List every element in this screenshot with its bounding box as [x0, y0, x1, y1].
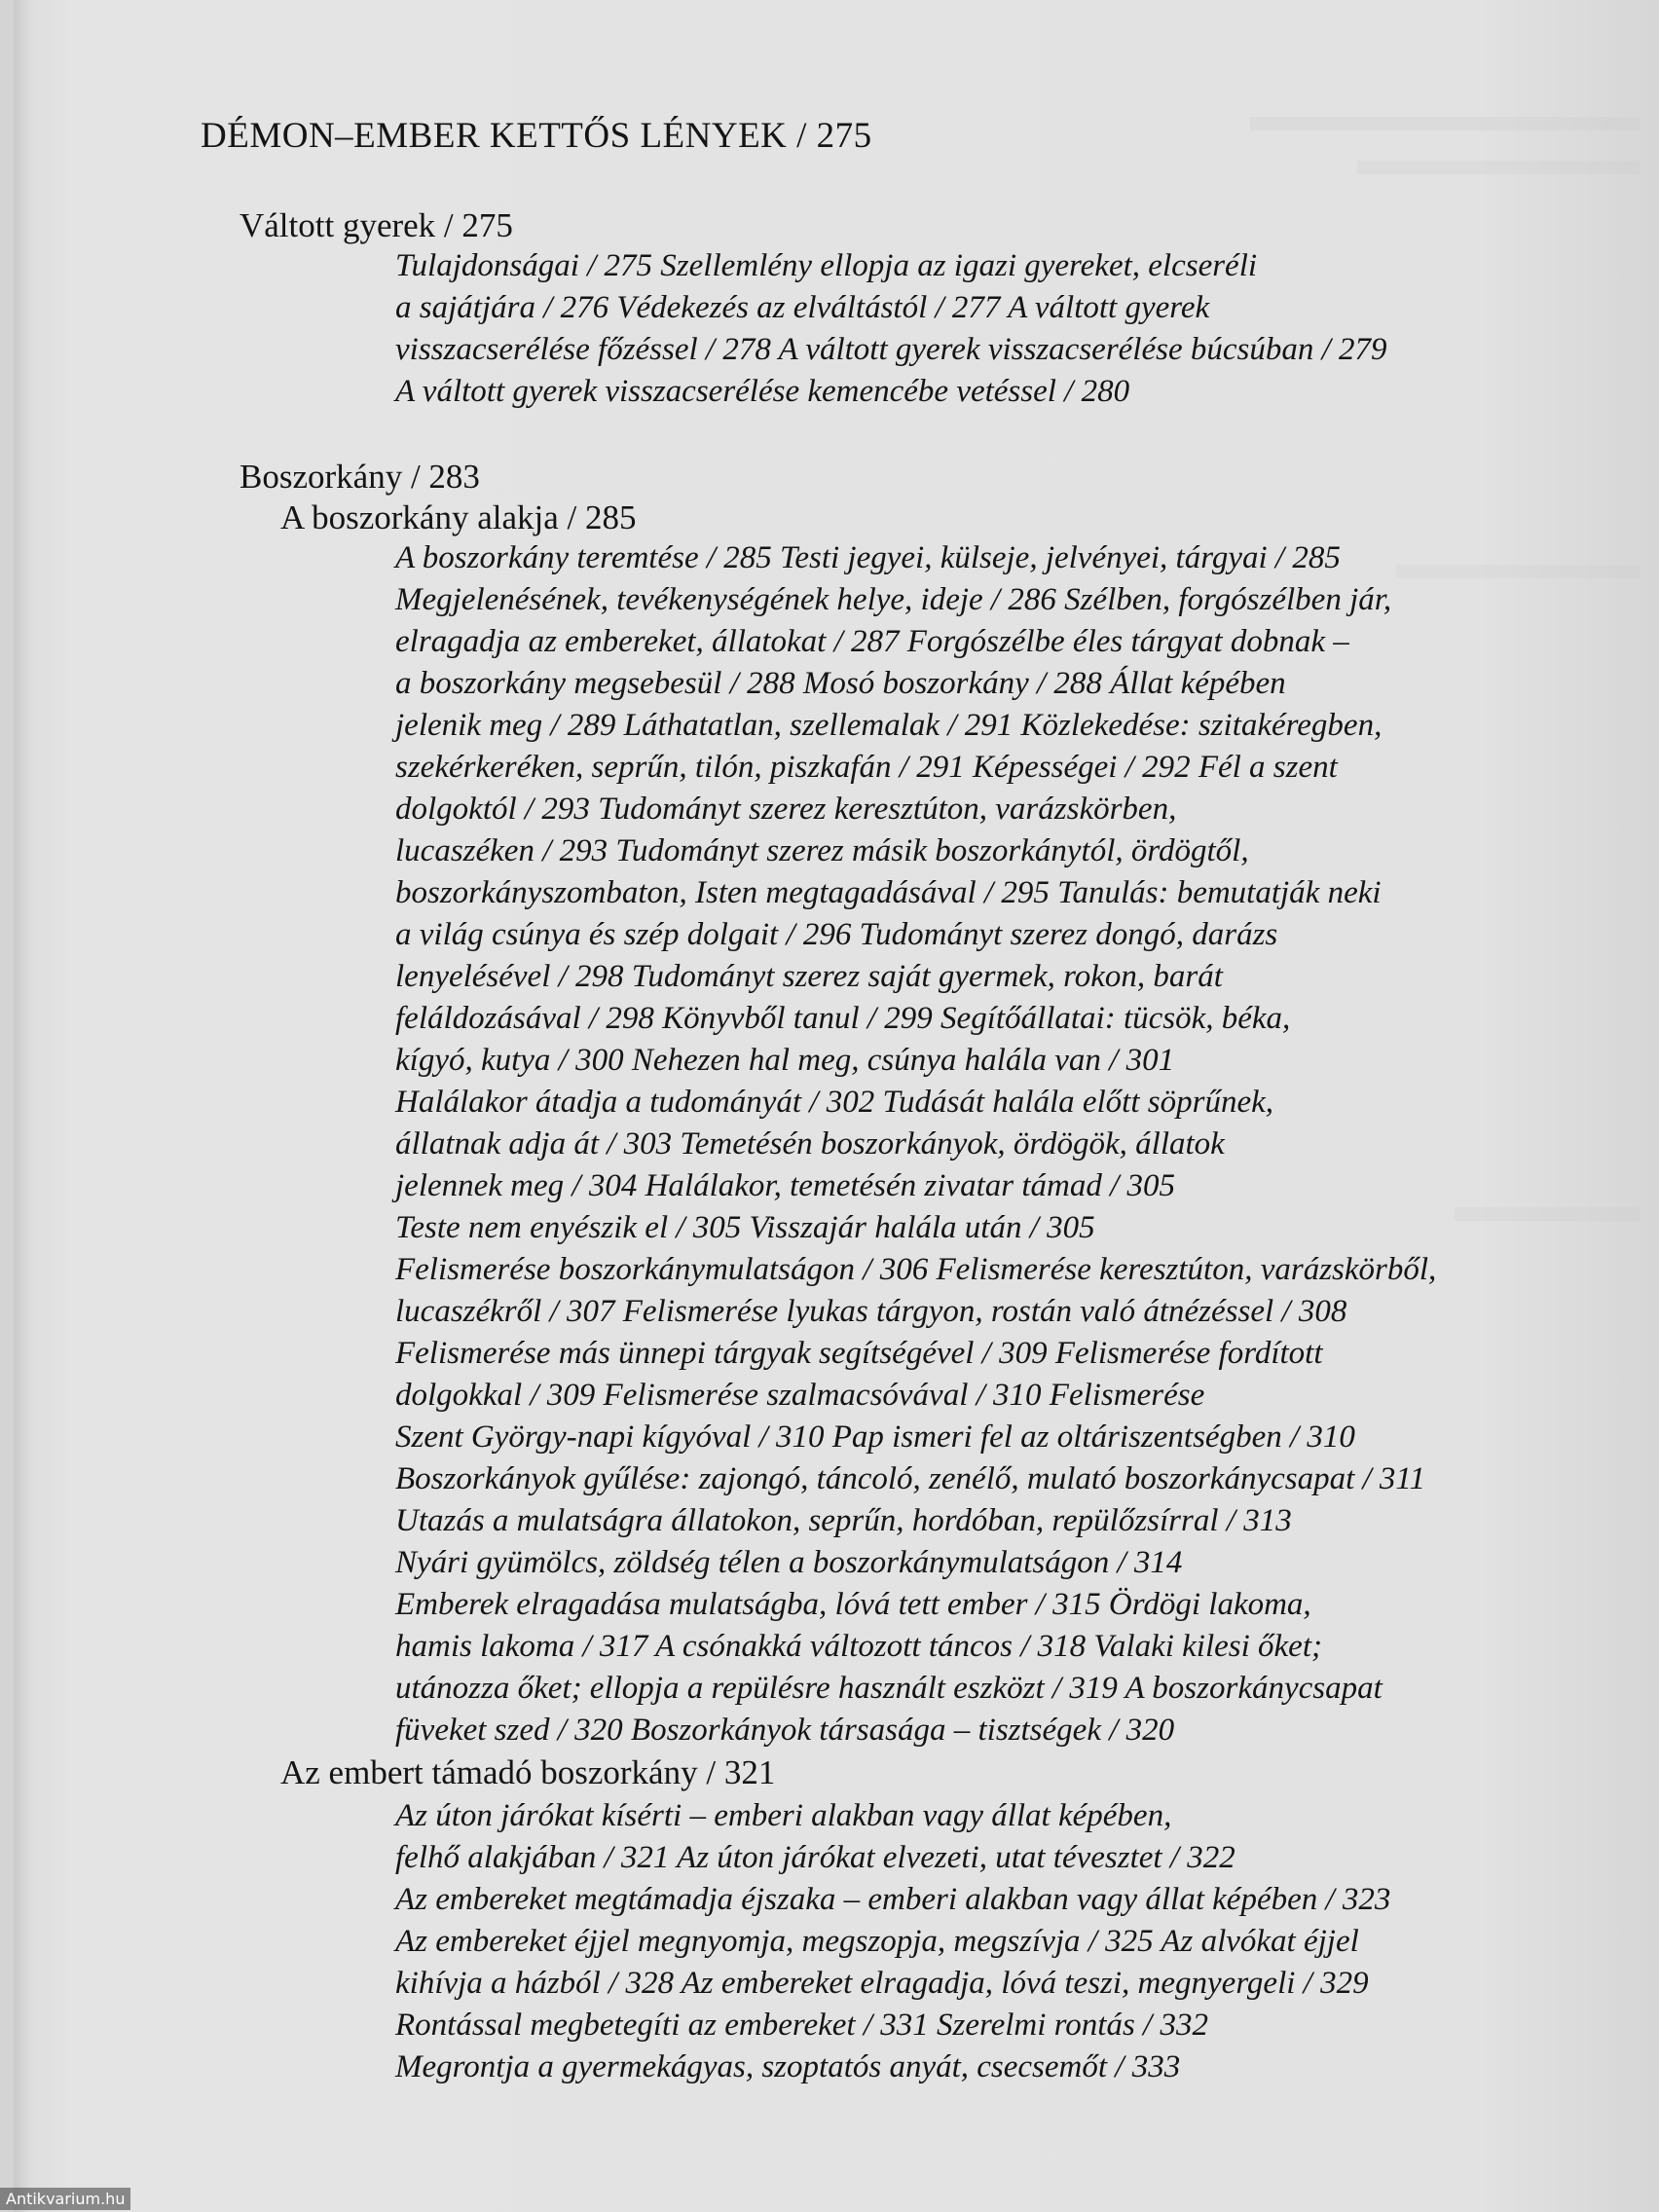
entry-line: jelenik meg / 289 Láthatatlan, szellemalak / 291 Közlekedése: szitakéregben, — [395, 708, 1382, 743]
section-title-boszorkany: Boszorkány / 283 — [240, 458, 480, 496]
entry-line: Emberek elragadása mulatságba, lóvá tett ember / 315 Ördögi lakoma, — [395, 1587, 1311, 1622]
entry-line: lucaszéken / 293 Tudományt szerez másik boszorkánytól, ördögtől, — [395, 833, 1249, 868]
entry-line: elragadja az embereket, állatokat / 287 Forgószélbe éles tárgyat dobnak – — [395, 624, 1349, 659]
section-title-valtott-gyerek: Váltott gyerek / 275 — [240, 206, 513, 244]
subsection-entries-embert-tamado — [395, 1795, 1390, 2088]
bleed-through-text — [1455, 1207, 1640, 1221]
entry-line: füveket szed / 320 Boszorkányok társasága – tisztségek / 320 — [395, 1713, 1175, 1748]
entry-line: kihívja a házból / 328 Az embereket elragadja, lóvá teszi, megnyergeli / 329 — [395, 1966, 1369, 2001]
subsection-title-alakja: A boszorkány alakja / 285 — [280, 498, 637, 536]
entry-line: Halálakor átadja a tudományát / 302 Tudását halála előtt söprűnek, — [395, 1085, 1273, 1120]
entry-line: Utazás a mulatságra állatokon, seprűn, hordóban, repülőzsírral / 313 — [395, 1503, 1292, 1538]
entry-line: feláldozásával / 298 Könyvből tanul / 299 Segítőállatai: tücsök, béka, — [395, 1001, 1291, 1036]
entry-line: Rontással megbetegíti az embereket / 331 Szerelmi rontás / 332 — [395, 2008, 1208, 2043]
bleed-through-text — [1250, 117, 1640, 130]
entry-line: a világ csúnya és szép dolgait / 296 Tudományt szerez dongó, darázs — [395, 917, 1278, 952]
entry-line: dolgoktól / 293 Tudományt szerez keresztúton, varázskörben, — [395, 792, 1177, 827]
bleed-through-text — [1357, 161, 1640, 174]
entry-line: visszacserélése főzéssel / 278 A váltott gyerek visszacserélése búcsúban / 279 — [395, 332, 1387, 367]
section-entries-valtott-gyerek — [395, 245, 1387, 413]
entry-line: utánozza őket; ellopja a repülésre használt eszközt / 319 A boszorkánycsapat — [395, 1671, 1382, 1706]
chapter-heading: DÉMON–EMBER KETTŐS LÉNYEK / 275 — [201, 116, 872, 156]
entry-line: Az úton járókat kísérti – emberi alakban vagy állat képében, — [395, 1798, 1172, 1833]
entry-line: Megjelenésének, tevékenységének helye, ideje / 286 Szélben, forgószélben jár, — [395, 582, 1392, 617]
entry-line: lenyelésével / 298 Tudományt szerez saját gyermek, rokon, barát — [395, 959, 1223, 994]
entry-line: Megrontja a gyermekágyas, szoptatós anyát, csecsemőt / 333 — [395, 2049, 1181, 2084]
entry-line: jelennek meg / 304 Halálakor, temetésén zivatar támad / 305 — [395, 1168, 1176, 1203]
entry-line: a boszorkány megsebesül / 288 Mosó boszorkány / 288 Állat képében — [395, 666, 1286, 701]
entry-line: boszorkányszombaton, Isten megtagadásával / 295 Tanulás: bemutatják neki — [395, 875, 1382, 910]
entry-line: hamis lakoma / 317 A csónakká változott táncos / 318 Valaki kilesi őket; — [395, 1629, 1322, 1664]
entry-line: Nyári gyümölcs, zöldség télen a boszorkánymulatságon / 314 — [395, 1545, 1183, 1580]
entry-line: dolgokkal / 309 Felismerése szalmacsóvával / 310 Felismerése — [395, 1378, 1205, 1413]
book-page — [14, 0, 1659, 2212]
entry-line: lucaszékről / 307 Felismerése lyukas tárgyon, rostán való átnézéssel / 308 — [395, 1294, 1347, 1329]
entry-line: Teste nem enyészik el / 305 Visszajár halála után / 305 — [395, 1210, 1095, 1245]
entry-line: Tulajdonságai / 275 Szellemlény ellopja az igazi gyereket, elcseréli — [395, 248, 1258, 283]
entry-line: Az embereket megtámadja éjszaka – emberi alakban vagy állat képében / 323 — [395, 1882, 1391, 1917]
entry-line: A váltott gyerek visszacserélése kemencébe vetéssel / 280 — [395, 374, 1130, 409]
entry-line: Felismerése boszorkánymulatságon / 306 Felismerése keresztúton, varázskörből, — [395, 1252, 1437, 1287]
entry-line: kígyó, kutya / 300 Nehezen hal meg, csúnya halála van / 301 — [395, 1043, 1175, 1078]
entry-line: A boszorkány teremtése / 285 Testi jegyei, külseje, jelvényei, tárgyai / 285 — [395, 540, 1341, 575]
entry-line: Boszorkányok gyűlése: zajongó, táncoló, zenélő, mulató boszorkánycsapat / 311 — [395, 1461, 1425, 1496]
entry-line: Felismerése más ünnepi tárgyak segítségével / 309 Felismerése fordított — [395, 1336, 1323, 1371]
entry-line: Szent György-napi kígyóval / 310 Pap ismeri fel az oltáriszentségben / 310 — [395, 1419, 1355, 1455]
entry-line: a sajátjára / 276 Védekezés az elváltástól / 277 A váltott gyerek — [395, 290, 1210, 325]
entry-line: felhő alakjában / 321 Az úton járókat elvezeti, utat tévesztet / 322 — [395, 1840, 1235, 1875]
watermark: Antikvarium.hu — [0, 2188, 130, 2210]
subsection-entries-alakja — [395, 537, 1436, 1751]
subsection-title-embert-tamado: Az embert támadó boszorkány / 321 — [280, 1753, 776, 1791]
entry-line: szekérkeréken, seprűn, tilón, piszkafán / 291 Képességei / 292 Fél a szent — [395, 750, 1338, 785]
entry-line: állatnak adja át / 303 Temetésén boszorkányok, ördögök, állatok — [395, 1126, 1225, 1161]
entry-line: Az embereket éjjel megnyomja, megszopja, megszívja / 325 Az alvókat éjjel — [395, 1924, 1359, 1959]
